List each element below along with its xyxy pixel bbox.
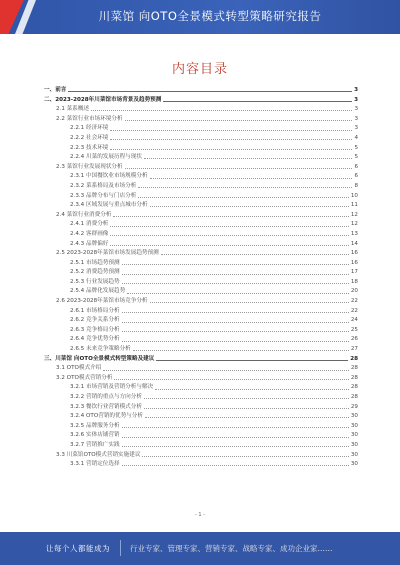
footer-slogan: 让每个人都能成为 [46,544,110,553]
toc-entry-page: 3 [354,96,358,103]
toc-entry-title: 2.6.5 未来竞争策略分析 [70,345,132,355]
toc-entry-page: 14 [350,240,358,247]
toc-entry[interactable] [44,451,358,461]
toc-entry-title: 2.5.1 市场趋势预测 [70,259,121,269]
toc-entry-title: 3.2.5 品牌服务分析 [70,422,121,432]
toc-entry-page: 22 [350,307,358,314]
toc-leader-dots [133,350,349,351]
toc-entry-title: 3.2.2 营销的重点与方向分析 [70,393,143,403]
toc-entry-page: 24 [350,317,358,324]
toc-entry[interactable] [44,345,358,355]
toc-entry-page: 6 [354,173,358,180]
toc-entry-title: 2.2 菜馆行业市场环境分析 [56,115,124,125]
toc-entry-title: 3.2.1 市场营销及营销分析与解决 [70,383,154,393]
toc-leader-dots [122,437,349,438]
footer-divider [120,540,121,556]
toc-entry[interactable] [44,249,358,259]
toc-entry-page: 5 [354,144,358,151]
toc-entry-page: 28 [350,374,358,381]
toc-leader-dots [125,120,353,121]
toc-entry[interactable] [44,144,358,154]
toc-entry[interactable] [44,364,358,374]
toc-entry[interactable] [44,383,358,393]
toc-entry-page: 30 [350,432,358,439]
toc-leader-dots [145,417,349,418]
toc-entry-title: 2.6.1 市场格局分析 [70,307,121,317]
toc-leader-dots [113,216,348,217]
toc-entry[interactable] [44,403,358,413]
toc-entry-title: 2.3.1 中国餐饮业市场规模分析 [70,172,149,182]
toc-entry-page: 16 [350,259,358,266]
toc-entry[interactable] [44,278,358,288]
toc-entry-title: 2.2.3 技术环境 [70,144,109,154]
toc-entry[interactable] [44,86,358,96]
page-number: - 1 - [195,512,205,518]
toc-entry-title: 2.6.4 竞争优势分析 [70,335,121,345]
toc-leader-dots [122,274,349,275]
toc-leader-dots [161,254,349,255]
toc-entry[interactable] [44,211,358,221]
toc-leader-dots [114,379,348,380]
toc-entry-title: 2.4 菜馆行业消费分析 [56,211,112,221]
toc-entry-page: 28 [350,384,358,391]
toc-leader-dots [122,465,349,466]
toc-leader-dots [110,130,352,131]
toc-leader-dots [91,110,352,111]
toc-entry-title: 2.2.1 经济环境 [70,124,109,134]
toc-leader-dots [103,370,349,371]
toc-entry-title: 3.2 OTO模式营销分析 [56,374,113,384]
toc-leader-dots [125,168,353,169]
toc-leader-dots [122,264,349,265]
toc-leader-dots [163,101,352,102]
toc-leader-dots [127,293,349,294]
toc-entry[interactable] [44,182,358,192]
toc-entry-page: 28 [350,365,358,372]
toc-entry-page: 12 [350,221,358,228]
toc-entry-title: 2.3.4 区域发展与重点城市分析 [70,201,149,211]
toc-leader-dots [122,341,349,342]
toc-leader-dots [110,245,348,246]
toc-entry[interactable] [44,335,358,345]
toc-entry-title: 2.4.3 品牌偏好 [70,240,109,250]
toc-entry-title: 2.4.2 客群画像 [70,230,109,240]
toc-leader-dots [150,178,353,179]
toc-entry-title: 3.2.7 营销推广实践 [70,441,121,451]
toc-entry[interactable] [44,259,358,269]
toc-heading: 内容目录 [171,62,228,77]
toc-leader-dots [122,446,349,447]
table-of-contents [44,86,358,470]
toc-entry-page: 28 [350,355,358,362]
toc-entry-page: 29 [350,403,358,410]
toc-leader-dots [155,389,349,390]
toc-leader-dots [122,283,349,284]
toc-entry[interactable] [44,355,358,365]
toc-leader-dots [110,226,348,227]
toc-entry[interactable] [44,163,358,173]
toc-entry[interactable] [44,412,358,422]
toc-entry[interactable] [44,268,358,278]
toc-entry-title: 2.3.3 品牌分布与门店分析 [70,192,137,202]
toc-leader-dots [150,302,349,303]
toc-entry-title: 2.6.3 竞争格局分析 [70,326,121,336]
toc-entry-page: 8 [354,182,358,189]
toc-leader-dots [122,312,349,313]
toc-entry-page: 13 [350,230,358,237]
toc-entry-title: 3.3.1 营销定位选择 [70,460,121,470]
toc-entry-page: 3 [354,115,358,122]
toc-leader-dots [150,206,349,207]
toc-entry-title: 2.3 菜馆行业发展现状分析 [56,163,124,173]
toc-entry-page: 11 [350,202,358,209]
toc-entry-title: 3.2.3 餐饮行业营销模式分析 [70,403,143,413]
toc-entry[interactable] [44,230,358,240]
toc-entry[interactable] [44,431,358,441]
toc-entry[interactable] [44,287,358,297]
toc-leader-dots [122,331,349,332]
toc-entry[interactable] [44,326,358,336]
toc-entry-title: 3.2.4 OTO营销的优势与分析 [70,412,144,422]
toc-entry-title: 2.5.3 行业发展趋势 [70,278,121,288]
footer-banner [0,532,400,565]
toc-entry-title: 2.5.4 品牌化发展趋势 [70,287,126,297]
toc-entry-title: 三、川菜馆 向OTO全景模式转型策略及建议 [44,355,155,365]
toc-leader-dots [110,235,348,236]
toc-entry-title: 二、2023-2028年川菜馆市场背景及趋势预测 [44,96,162,106]
toc-entry-page: 6 [354,163,358,170]
toc-entry[interactable] [44,220,358,230]
toc-entry-title: 2.3.2 菜系格局及市场分析 [70,182,137,192]
toc-entry-page: 5 [354,154,358,161]
toc-entry[interactable] [44,124,358,134]
toc-entry[interactable] [44,105,358,115]
toc-entry-page: 3 [354,87,358,93]
header-banner [0,0,400,34]
report-title: 川菜馆 向OTO全景模式转型策略研究报告 [98,9,322,23]
toc-entry-page: 17 [350,269,358,276]
toc-entry[interactable] [44,115,358,125]
toc-entry-title: 3.3 川菜馆OTO模式营销实施建议 [56,451,141,461]
toc-leader-dots [156,360,348,361]
toc-entry-title: 2.6 2023-2028年菜馆市场竞争分析 [56,297,149,307]
toc-entry-page: 3 [354,125,358,132]
toc-leader-dots [144,408,349,409]
toc-leader-dots [142,456,348,457]
toc-entry[interactable] [44,441,358,451]
toc-entry-title: 2.6.2 竞争关系分析 [70,316,121,326]
toc-entry-title: 2.2.2 社会环境 [70,134,109,144]
toc-entry[interactable] [44,172,358,182]
toc-entry-page: 28 [350,394,358,400]
toc-entry-page: 25 [350,326,358,333]
toc-leader-dots [110,139,352,140]
toc-entry-page: 18 [350,278,358,285]
toc-entry-page: 30 [350,441,358,448]
footer-roles: 行业专家、管理专家、营销专家、战略专家、成功企业家…… [130,544,333,553]
toc-entry[interactable] [44,134,358,144]
toc-entry-title: 2.1 菜系概述 [56,105,90,115]
toc-leader-dots [138,197,349,198]
toc-entry-page: 20 [350,288,358,295]
toc-entry[interactable] [44,153,358,163]
toc-leader-dots [144,158,352,159]
toc-entry[interactable] [44,316,358,326]
toc-entry-page: 12 [350,211,358,218]
toc-entry-title: 一、前言 [44,86,67,96]
toc-entry-page: 3 [354,106,358,113]
toc-entry[interactable] [44,307,358,317]
toc-entry-page: 30 [350,461,358,468]
toc-entry-title: 2.2.4 川菜的发展历程与现状 [70,153,143,163]
toc-entry[interactable] [44,460,358,470]
toc-entry[interactable] [44,422,358,432]
toc-entry-title: 3.2.6 实体店铺营销 [70,431,121,441]
toc-entry[interactable] [44,297,358,307]
toc-leader-dots [144,398,349,399]
toc-entry[interactable] [44,374,358,384]
toc-entry[interactable] [44,201,358,211]
toc-leader-dots [122,427,349,428]
toc-entry-page: 30 [350,451,358,458]
toc-leader-dots [110,149,352,150]
toc-entry-page: 26 [350,336,358,343]
toc-entry-title: 2.5 2023-2028年菜馆市场发展趋势预测 [56,249,160,259]
toc-entry-title: 2.5.2 消费趋势预测 [70,268,121,278]
toc-entry-page: 16 [350,250,358,257]
toc-entry[interactable] [44,192,358,202]
toc-entry-page: 30 [350,422,358,429]
toc-entry-title: 3.1 OTO模式介绍 [56,364,102,374]
toc-entry-page: 10 [350,192,358,199]
toc-leader-dots [68,91,352,92]
toc-entry-page: 22 [350,298,358,305]
toc-entry-page: 30 [350,413,358,420]
toc-entry[interactable] [44,240,358,250]
toc-entry[interactable] [44,393,358,403]
toc-entry-page: 4 [354,134,358,141]
toc-entry[interactable] [44,96,358,106]
toc-entry-page: 27 [350,346,358,353]
toc-leader-dots [122,322,349,323]
toc-entry-title: 2.4.1 消费分析 [70,220,109,230]
toc-leader-dots [138,187,352,188]
